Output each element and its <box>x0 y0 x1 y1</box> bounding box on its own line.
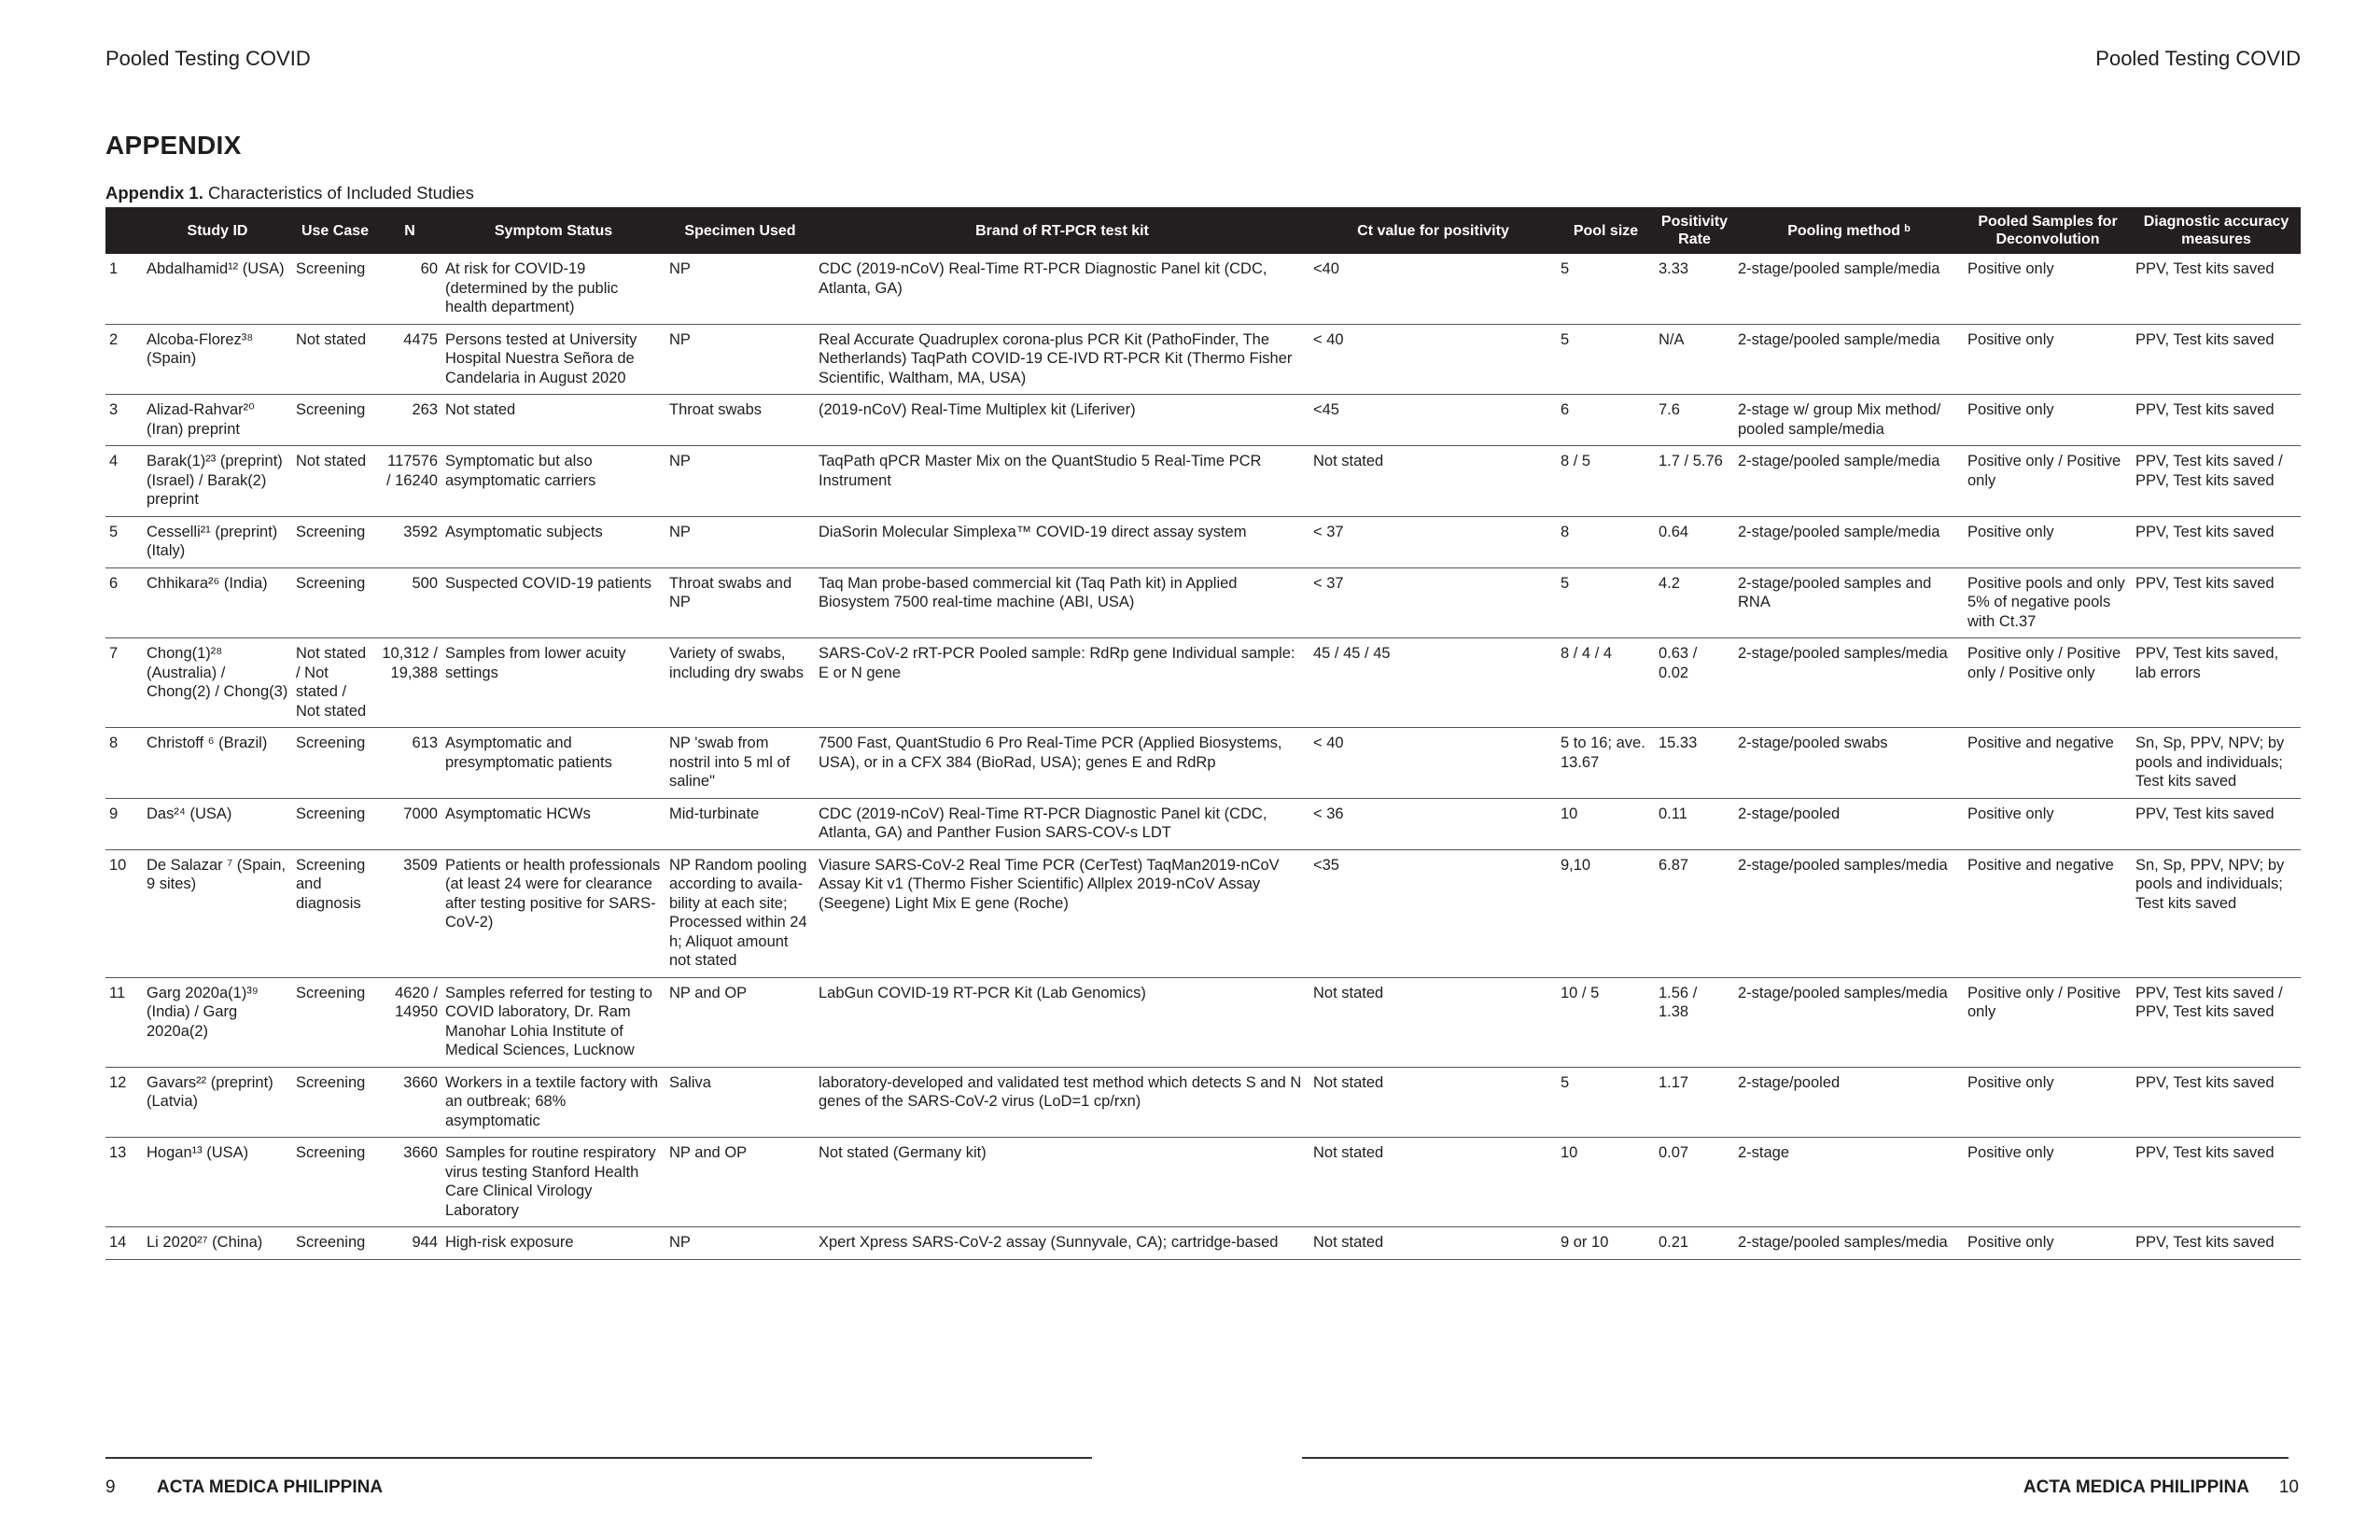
deconvolution-cell: Positive pools and only 5% of negative pools with Ct.37 <box>1964 567 2132 638</box>
symptom-status-cell: Asymptomatic HCWs <box>441 798 665 849</box>
study-id-cell: Barak(1)²³ (preprint) (Israel) / Barak(2) preprint <box>143 446 292 517</box>
study-id-cell: Gavars²² (preprint) (Latvia) <box>143 1067 292 1138</box>
study-id-cell: Chong(1)²⁸ (Australia) / Chong(2) / Chong(3) <box>143 638 292 728</box>
study-id-cell: Abdalhamid¹² (USA) <box>143 254 292 324</box>
study-id-cell: Cesselli²¹ (preprint) (Italy) <box>143 516 292 567</box>
specimen-cell: NP <box>665 1227 815 1260</box>
row-number-cell: 1 <box>105 254 143 324</box>
study-id-cell: Li 2020²⁷ (China) <box>143 1227 292 1260</box>
pooling-method-cell: 2-stage/pooled sample/media <box>1734 324 1964 395</box>
table-row <box>105 516 2301 567</box>
accuracy-measures-cell: PPV, Test kits saved <box>2132 1138 2301 1227</box>
header-deconvolution: Pooled Samples for Deconvolution <box>1964 207 2132 254</box>
specimen-cell: NP and OP <box>665 977 815 1067</box>
study-id-cell: Christoff ⁶ (Brazil) <box>143 728 292 799</box>
symptom-status-cell: Samples referred for testing to COVID laboratory, Dr. Ram Manohar Lohia Institute of Medical Sciences, Lucknow <box>441 977 665 1067</box>
specimen-cell: Throat swabs and NP <box>665 567 815 638</box>
study-id-cell: Das²⁴ (USA) <box>143 798 292 849</box>
ct-value-cell: < 40 <box>1309 324 1557 395</box>
ct-value-cell: <40 <box>1309 254 1557 324</box>
use-case-cell: Screening <box>292 1227 378 1260</box>
row-number-cell: 12 <box>105 1067 143 1138</box>
symptom-status-cell: Persons tested at University Hospital Nuestra Señora de Candelaria in August 2020 <box>441 324 665 395</box>
accuracy-measures-cell: PPV, Test kits saved <box>2132 395 2301 446</box>
pooling-method-cell: 2-stage/pooled samples/media <box>1734 638 1964 728</box>
use-case-cell: Screening <box>292 1067 378 1138</box>
symptom-status-cell: Symptomatic but also asymptomatic carriers <box>441 446 665 517</box>
positivity-rate-cell: 1.56 / 1.38 <box>1655 977 1734 1067</box>
pool-size-cell: 8 / 5 <box>1557 446 1655 517</box>
positivity-rate-cell: 6.87 <box>1655 849 1734 977</box>
test-kit-brand-cell: SARS-CoV-2 rRT-PCR Pooled sample: RdRp gene Individual sample: E or N gene <box>815 638 1309 728</box>
row-number-cell: 6 <box>105 567 143 638</box>
positivity-rate-cell: 4.2 <box>1655 567 1734 638</box>
pooling-method-cell: 2-stage/pooled sample/media <box>1734 446 1964 517</box>
header-specimen: Specimen Used <box>665 207 815 254</box>
positivity-rate-cell: 3.33 <box>1655 254 1734 324</box>
sample-size-cell: 500 <box>378 567 441 638</box>
positivity-rate-cell: 0.07 <box>1655 1138 1734 1227</box>
pool-size-cell: 5 to 16; ave. 13.67 <box>1557 728 1655 799</box>
test-kit-brand-cell: DiaSorin Molecular Simplexa™ COVID-19 direct assay system <box>815 516 1309 567</box>
sample-size-cell: 263 <box>378 395 441 446</box>
positivity-rate-cell: N/A <box>1655 324 1734 395</box>
symptom-status-cell: Asymptomatic subjects <box>441 516 665 567</box>
pooling-method-cell: 2-stage/pooled sample/media <box>1734 516 1964 567</box>
deconvolution-cell: Positive only / Positive only <box>1964 977 2132 1067</box>
positivity-rate-cell: 7.6 <box>1655 395 1734 446</box>
deconvolution-cell: Positive only <box>1964 324 2132 395</box>
symptom-status-cell: Samples for routine respiratory virus testing Stanford Health Care Clinical Virology Laboratory <box>441 1138 665 1227</box>
test-kit-brand-cell: Not stated (Germany kit) <box>815 1138 1309 1227</box>
symptom-status-cell: At risk for COVID-19 (determined by the public health department) <box>441 254 665 324</box>
pooling-method-cell: 2-stage/pooled <box>1734 1067 1964 1138</box>
table-row <box>105 1067 2301 1138</box>
row-number-cell: 3 <box>105 395 143 446</box>
sample-size-cell: 7000 <box>378 798 441 849</box>
sample-size-cell: 3660 <box>378 1067 441 1138</box>
specimen-cell: NP <box>665 446 815 517</box>
symptom-status-cell: Samples from lower acuity settings <box>441 638 665 728</box>
row-number-cell: 11 <box>105 977 143 1067</box>
pool-size-cell: 5 <box>1557 324 1655 395</box>
pool-size-cell: 9,10 <box>1557 849 1655 977</box>
use-case-cell: Screening <box>292 516 378 567</box>
use-case-cell: Screening <box>292 567 378 638</box>
sample-size-cell: 4475 <box>378 324 441 395</box>
accuracy-measures-cell: PPV, Test kits saved <box>2132 798 2301 849</box>
running-head-left: Pooled Testing COVID <box>105 47 311 70</box>
row-number-cell: 14 <box>105 1227 143 1260</box>
header-ct-value: Ct value for positivity <box>1309 207 1557 254</box>
positivity-rate-cell: 0.11 <box>1655 798 1734 849</box>
use-case-cell: Not stated / Not stated / Not stated <box>292 638 378 728</box>
running-head-right: Pooled Testing COVID <box>2095 47 2301 70</box>
specimen-cell: NP <box>665 324 815 395</box>
specimen-cell: NP Random pooling according to availa-bility at each site; Processed within 24 h; Aliquot amount not stated <box>665 849 815 977</box>
row-number-cell: 4 <box>105 446 143 517</box>
test-kit-brand-cell: LabGun COVID-19 RT-PCR Kit (Lab Genomics) <box>815 977 1309 1067</box>
specimen-cell: NP <box>665 516 815 567</box>
header-symptom-status: Symptom Status <box>441 207 665 254</box>
header-pool-size: Pool size <box>1557 207 1655 254</box>
table-row <box>105 1138 2301 1227</box>
specimen-cell: Variety of swabs, including dry swabs <box>665 638 815 728</box>
use-case-cell: Screening <box>292 798 378 849</box>
sample-size-cell: 117576 / 16240 <box>378 446 441 517</box>
pool-size-cell: 8 <box>1557 516 1655 567</box>
pool-size-cell: 8 / 4 / 4 <box>1557 638 1655 728</box>
ct-value-cell: <45 <box>1309 395 1557 446</box>
table-caption <box>105 183 474 203</box>
study-id-cell: Hogan¹³ (USA) <box>143 1138 292 1227</box>
study-id-cell: Alcoba-Florez³⁸ (Spain) <box>143 324 292 395</box>
table-row <box>105 324 2301 395</box>
table-row <box>105 1227 2301 1260</box>
row-number-cell: 9 <box>105 798 143 849</box>
deconvolution-cell: Positive only / Positive only / Positive only <box>1964 638 2132 728</box>
row-number-cell: 7 <box>105 638 143 728</box>
test-kit-brand-cell: Taq Man probe-based commercial kit (Taq Path kit) in Applied Biosystem 7500 real-time machine (ABI, USA) <box>815 567 1309 638</box>
page-number-left: 9 <box>105 1477 116 1497</box>
table-row <box>105 254 2301 324</box>
test-kit-brand-cell: (2019-nCoV) Real-Time Multiplex kit (Liferiver) <box>815 395 1309 446</box>
row-number-cell: 2 <box>105 324 143 395</box>
study-id-cell: Alizad-Rahvar²⁰ (Iran) preprint <box>143 395 292 446</box>
table-row <box>105 977 2301 1067</box>
sample-size-cell: 4620 / 14950 <box>378 977 441 1067</box>
pool-size-cell: 5 <box>1557 1067 1655 1138</box>
deconvolution-cell: Positive only <box>1964 516 2132 567</box>
pool-size-cell: 10 <box>1557 1138 1655 1227</box>
header-pooling-method: Pooling method ᵇ <box>1734 207 1964 254</box>
use-case-cell: Not stated <box>292 324 378 395</box>
pool-size-cell: 10 <box>1557 798 1655 849</box>
specimen-cell: NP <box>665 254 815 324</box>
use-case-cell: Screening and diagnosis <box>292 849 378 977</box>
use-case-cell: Screening <box>292 254 378 324</box>
test-kit-brand-cell: Xpert Xpress SARS-CoV-2 assay (Sunnyvale, CA); cartridge-based <box>815 1227 1309 1260</box>
caption-text: Characteristics of Included Studies <box>208 183 474 203</box>
positivity-rate-cell: 1.7 / 5.76 <box>1655 446 1734 517</box>
accuracy-measures-cell: PPV, Test kits saved / PPV, Test kits saved <box>2132 977 2301 1067</box>
test-kit-brand-cell: TaqPath qPCR Master Mix on the QuantStudio 5 Real-Time PCR Instrument <box>815 446 1309 517</box>
accuracy-measures-cell: PPV, Test kits saved <box>2132 254 2301 324</box>
test-kit-brand-cell: CDC (2019-nCoV) Real-Time RT-PCR Diagnostic Panel kit (CDC, Atlanta, GA) and Panther Fusion SARS-COV-s LDT <box>815 798 1309 849</box>
deconvolution-cell: Positive only <box>1964 798 2132 849</box>
test-kit-brand-cell: Real Accurate Quadruplex corona-plus PCR Kit (PathoFinder, The Netherlands) TaqPath COVID-19 CE-IVD RT-PCR Kit (Thermo Fisher Scientific, Waltham, MA, USA) <box>815 324 1309 395</box>
ct-value-cell: < 37 <box>1309 567 1557 638</box>
use-case-cell: Screening <box>292 977 378 1067</box>
accuracy-measures-cell: PPV, Test kits saved <box>2132 516 2301 567</box>
accuracy-measures-cell: PPV, Test kits saved <box>2132 567 2301 638</box>
accuracy-measures-cell: PPV, Test kits saved, lab errors <box>2132 638 2301 728</box>
table-row <box>105 798 2301 849</box>
pool-size-cell: 10 / 5 <box>1557 977 1655 1067</box>
pooling-method-cell: 2-stage <box>1734 1138 1964 1227</box>
table-row <box>105 567 2301 638</box>
accuracy-measures-cell: PPV, Test kits saved <box>2132 1227 2301 1260</box>
row-number-cell: 10 <box>105 849 143 977</box>
appendix-title: APPENDIX <box>105 131 242 160</box>
deconvolution-cell: Positive only / Positive only <box>1964 446 2132 517</box>
deconvolution-cell: Positive only <box>1964 254 2132 324</box>
positivity-rate-cell: 0.63 / 0.02 <box>1655 638 1734 728</box>
sample-size-cell: 3509 <box>378 849 441 977</box>
ct-value-cell: 45 / 45 / 45 <box>1309 638 1557 728</box>
header-n: N <box>378 207 441 254</box>
pooling-method-cell: 2-stage/pooled swabs <box>1734 728 1964 799</box>
specimen-cell: Saliva <box>665 1067 815 1138</box>
table-row <box>105 395 2301 446</box>
row-number-cell: 13 <box>105 1138 143 1227</box>
ct-value-cell: < 36 <box>1309 798 1557 849</box>
study-id-cell: Chhikara²⁶ (India) <box>143 567 292 638</box>
table-body <box>105 254 2301 1259</box>
use-case-cell: Not stated <box>292 446 378 517</box>
pool-size-cell: 9 or 10 <box>1557 1227 1655 1260</box>
test-kit-brand-cell: laboratory-developed and validated test method which detects S and N genes of the SARS-CoV-2 virus (LoD=1 cp/rxn) <box>815 1067 1309 1138</box>
table-header-row <box>105 207 2301 254</box>
symptom-status-cell: Not stated <box>441 395 665 446</box>
deconvolution-cell: Positive and negative <box>1964 849 2132 977</box>
test-kit-brand-cell: 7500 Fast, QuantStudio 6 Pro Real-Time PCR (Applied Biosystems, USA), or in a CFX 384 (BioRad, USA); genes E and RdRp <box>815 728 1309 799</box>
sample-size-cell: 60 <box>378 254 441 324</box>
symptom-status-cell: Suspected COVID-19 patients <box>441 567 665 638</box>
pool-size-cell: 5 <box>1557 254 1655 324</box>
use-case-cell: Screening <box>292 395 378 446</box>
header-positivity-rate: Positivity Rate <box>1655 207 1734 254</box>
symptom-status-cell: Asymptomatic and presymptomatic patients <box>441 728 665 799</box>
table-row <box>105 728 2301 799</box>
positivity-rate-cell: 15.33 <box>1655 728 1734 799</box>
test-kit-brand-cell: Viasure SARS-CoV-2 Real Time PCR (CerTest) TaqMan2019-nCoV Assay Kit v1 (Thermo Fisher Scientific) Allplex 2019-nCoV Assay (Seegene) Light Mix E gene (Roche) <box>815 849 1309 977</box>
table-row <box>105 638 2301 728</box>
sample-size-cell: 944 <box>378 1227 441 1260</box>
specimen-cell: Throat swabs <box>665 395 815 446</box>
journal-name-left: ACTA MEDICA PHILIPPINA <box>157 1477 384 1497</box>
pooling-method-cell: 2-stage/pooled sample/media <box>1734 254 1964 324</box>
pooling-method-cell: 2-stage/pooled samples/media <box>1734 1227 1964 1260</box>
sample-size-cell: 10,312 / 19,388 <box>378 638 441 728</box>
specimen-cell: Mid-turbinate <box>665 798 815 849</box>
pooling-method-cell: 2-stage/pooled samples/media <box>1734 977 1964 1067</box>
table-row <box>105 849 2301 977</box>
positivity-rate-cell: 0.64 <box>1655 516 1734 567</box>
study-id-cell: De Salazar ⁷ (Spain, 9 sites) <box>143 849 292 977</box>
page-number-right: 10 <box>2278 1477 2299 1497</box>
accuracy-measures-cell: Sn, Sp, PPV, NPV; by pools and individuals; Test kits saved <box>2132 728 2301 799</box>
study-id-cell: Garg 2020a(1)³⁹ (India) / Garg 2020a(2) <box>143 977 292 1067</box>
header-accuracy: Diagnostic accuracy measures <box>2132 207 2301 254</box>
accuracy-measures-cell: PPV, Test kits saved <box>2132 324 2301 395</box>
deconvolution-cell: Positive only <box>1964 1067 2132 1138</box>
sample-size-cell: 3660 <box>378 1138 441 1227</box>
pool-size-cell: 6 <box>1557 395 1655 446</box>
deconvolution-cell: Positive only <box>1964 1138 2132 1227</box>
ct-value-cell: < 40 <box>1309 728 1557 799</box>
accuracy-measures-cell: Sn, Sp, PPV, NPV; by pools and individuals; Test kits saved <box>2132 849 2301 977</box>
accuracy-measures-cell: PPV, Test kits saved / PPV, Test kits saved <box>2132 446 2301 517</box>
sample-size-cell: 613 <box>378 728 441 799</box>
deconvolution-cell: Positive and negative <box>1964 728 2132 799</box>
pooling-method-cell: 2-stage w/ group Mix method/ pooled sample/media <box>1734 395 1964 446</box>
test-kit-brand-cell: CDC (2019-nCoV) Real-Time RT-PCR Diagnostic Panel kit (CDC, Atlanta, GA) <box>815 254 1309 324</box>
pooling-method-cell: 2-stage/pooled samples and RNA <box>1734 567 1964 638</box>
journal-name-right: ACTA MEDICA PHILIPPINA <box>2023 1477 2249 1497</box>
symptom-status-cell: Workers in a textile factory with an outbreak; 68% asymptomatic <box>441 1067 665 1138</box>
ct-value-cell: Not stated <box>1309 1067 1557 1138</box>
ct-value-cell: Not stated <box>1309 446 1557 517</box>
ct-value-cell: Not stated <box>1309 1138 1557 1227</box>
table-row <box>105 446 2301 517</box>
use-case-cell: Screening <box>292 1138 378 1227</box>
sample-size-cell: 3592 <box>378 516 441 567</box>
positivity-rate-cell: 1.17 <box>1655 1067 1734 1138</box>
symptom-status-cell: High-risk exposure <box>441 1227 665 1260</box>
row-number-cell: 8 <box>105 728 143 799</box>
specimen-cell: NP and OP <box>665 1138 815 1227</box>
header-brand: Brand of RT-PCR test kit <box>815 207 1309 254</box>
ct-value-cell: Not stated <box>1309 1227 1557 1260</box>
header-num <box>105 207 143 254</box>
header-use-case: Use Case <box>292 207 378 254</box>
accuracy-measures-cell: PPV, Test kits saved <box>2132 1067 2301 1138</box>
studies-table <box>105 207 2301 1260</box>
pooling-method-cell: 2-stage/pooled <box>1734 798 1964 849</box>
ct-value-cell: <35 <box>1309 849 1557 977</box>
footer-rule-left <box>105 1457 1092 1459</box>
deconvolution-cell: Positive only <box>1964 395 2132 446</box>
header-study-id: Study ID <box>143 207 292 254</box>
specimen-cell: NP 'swab from nostril into 5 ml of saline" <box>665 728 815 799</box>
pool-size-cell: 5 <box>1557 567 1655 638</box>
positivity-rate-cell: 0.21 <box>1655 1227 1734 1260</box>
footer-rule-right <box>1302 1457 2289 1459</box>
symptom-status-cell: Patients or health professionals (at least 24 were for clearance after testing positive for SARS-CoV-2) <box>441 849 665 977</box>
ct-value-cell: < 37 <box>1309 516 1557 567</box>
ct-value-cell: Not stated <box>1309 977 1557 1067</box>
row-number-cell: 5 <box>105 516 143 567</box>
deconvolution-cell: Positive only <box>1964 1227 2132 1260</box>
caption-label: Appendix 1. <box>105 183 203 203</box>
pooling-method-cell: 2-stage/pooled samples/media <box>1734 849 1964 977</box>
use-case-cell: Screening <box>292 728 378 799</box>
